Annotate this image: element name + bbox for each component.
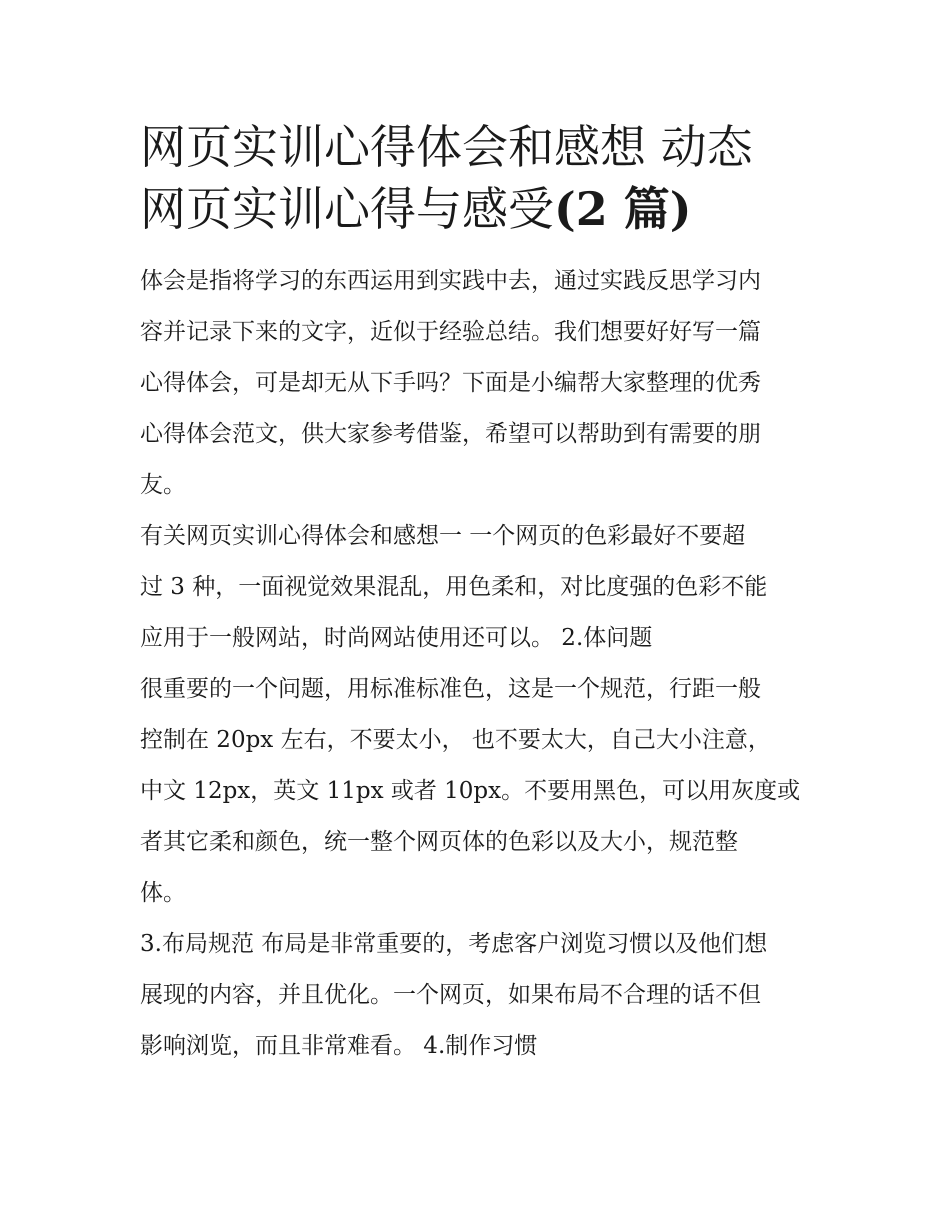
text-line: 控制在 20px 左右，不要太小， 也不要太大，自己大小注意， — [140, 727, 771, 753]
text-line: 者其它柔和颜色，统一整个网页体的色彩以及大小，规范整 — [140, 829, 738, 855]
text-line: 体会是指将学习的东西运用到实践中去，通过实践反思学习内 — [140, 268, 761, 294]
text-line: 过 3 种，一面视觉效果混乱，用色柔和，对比度强的色彩不能 — [140, 574, 768, 600]
text-line: 体。 — [140, 880, 186, 906]
text-line: 展现的内容，并且优化。一个网页，如果布局不合理的话不但 — [140, 982, 761, 1008]
text-line: 影响浏览，而且非常难看。 4.制作习惯 — [140, 1033, 538, 1059]
title-line — [140, 178, 820, 240]
text-line: 应用于一般网站，时尚网站使用还可以。 2.体问题 — [140, 625, 653, 651]
paragraph-intro — [140, 256, 820, 511]
text-line: 中文 12px，英文 11px 或者 10px。不要用黑色，可以用灰度或 — [140, 778, 801, 804]
text-line: 容并记录下来的文字，近似于经验总结。我们想要好好写一篇 — [140, 319, 761, 345]
title-line-text: 网页实训心得与感受 — [140, 182, 554, 236]
text-line: 很重要的一个问题，用标准标准色，这是一个规范，行距一般 — [140, 676, 761, 702]
paragraph-layout — [140, 919, 820, 1072]
document-title — [140, 116, 820, 240]
paragraph-font — [140, 664, 820, 919]
text-line: 有关网页实训心得体会和感想一 一个网页的色彩最好不要超 — [140, 523, 746, 549]
text-line: 友。 — [140, 472, 186, 498]
text-line: 心得体会范文，供大家参考借鉴，希望可以帮助到有需要的朋 — [140, 421, 761, 447]
paragraph-color — [140, 511, 820, 664]
title-count: (2 篇) — [554, 182, 692, 236]
document-body — [140, 116, 820, 1072]
title-line: 网页实训心得体会和感想 动态 — [140, 120, 753, 174]
text-line: 3.布局规范 布局是非常重要的，考虑客户浏览习惯以及他们想 — [140, 931, 768, 957]
text-line: 心得体会，可是却无从下手吗？下面是小编帮大家整理的优秀 — [140, 370, 761, 396]
